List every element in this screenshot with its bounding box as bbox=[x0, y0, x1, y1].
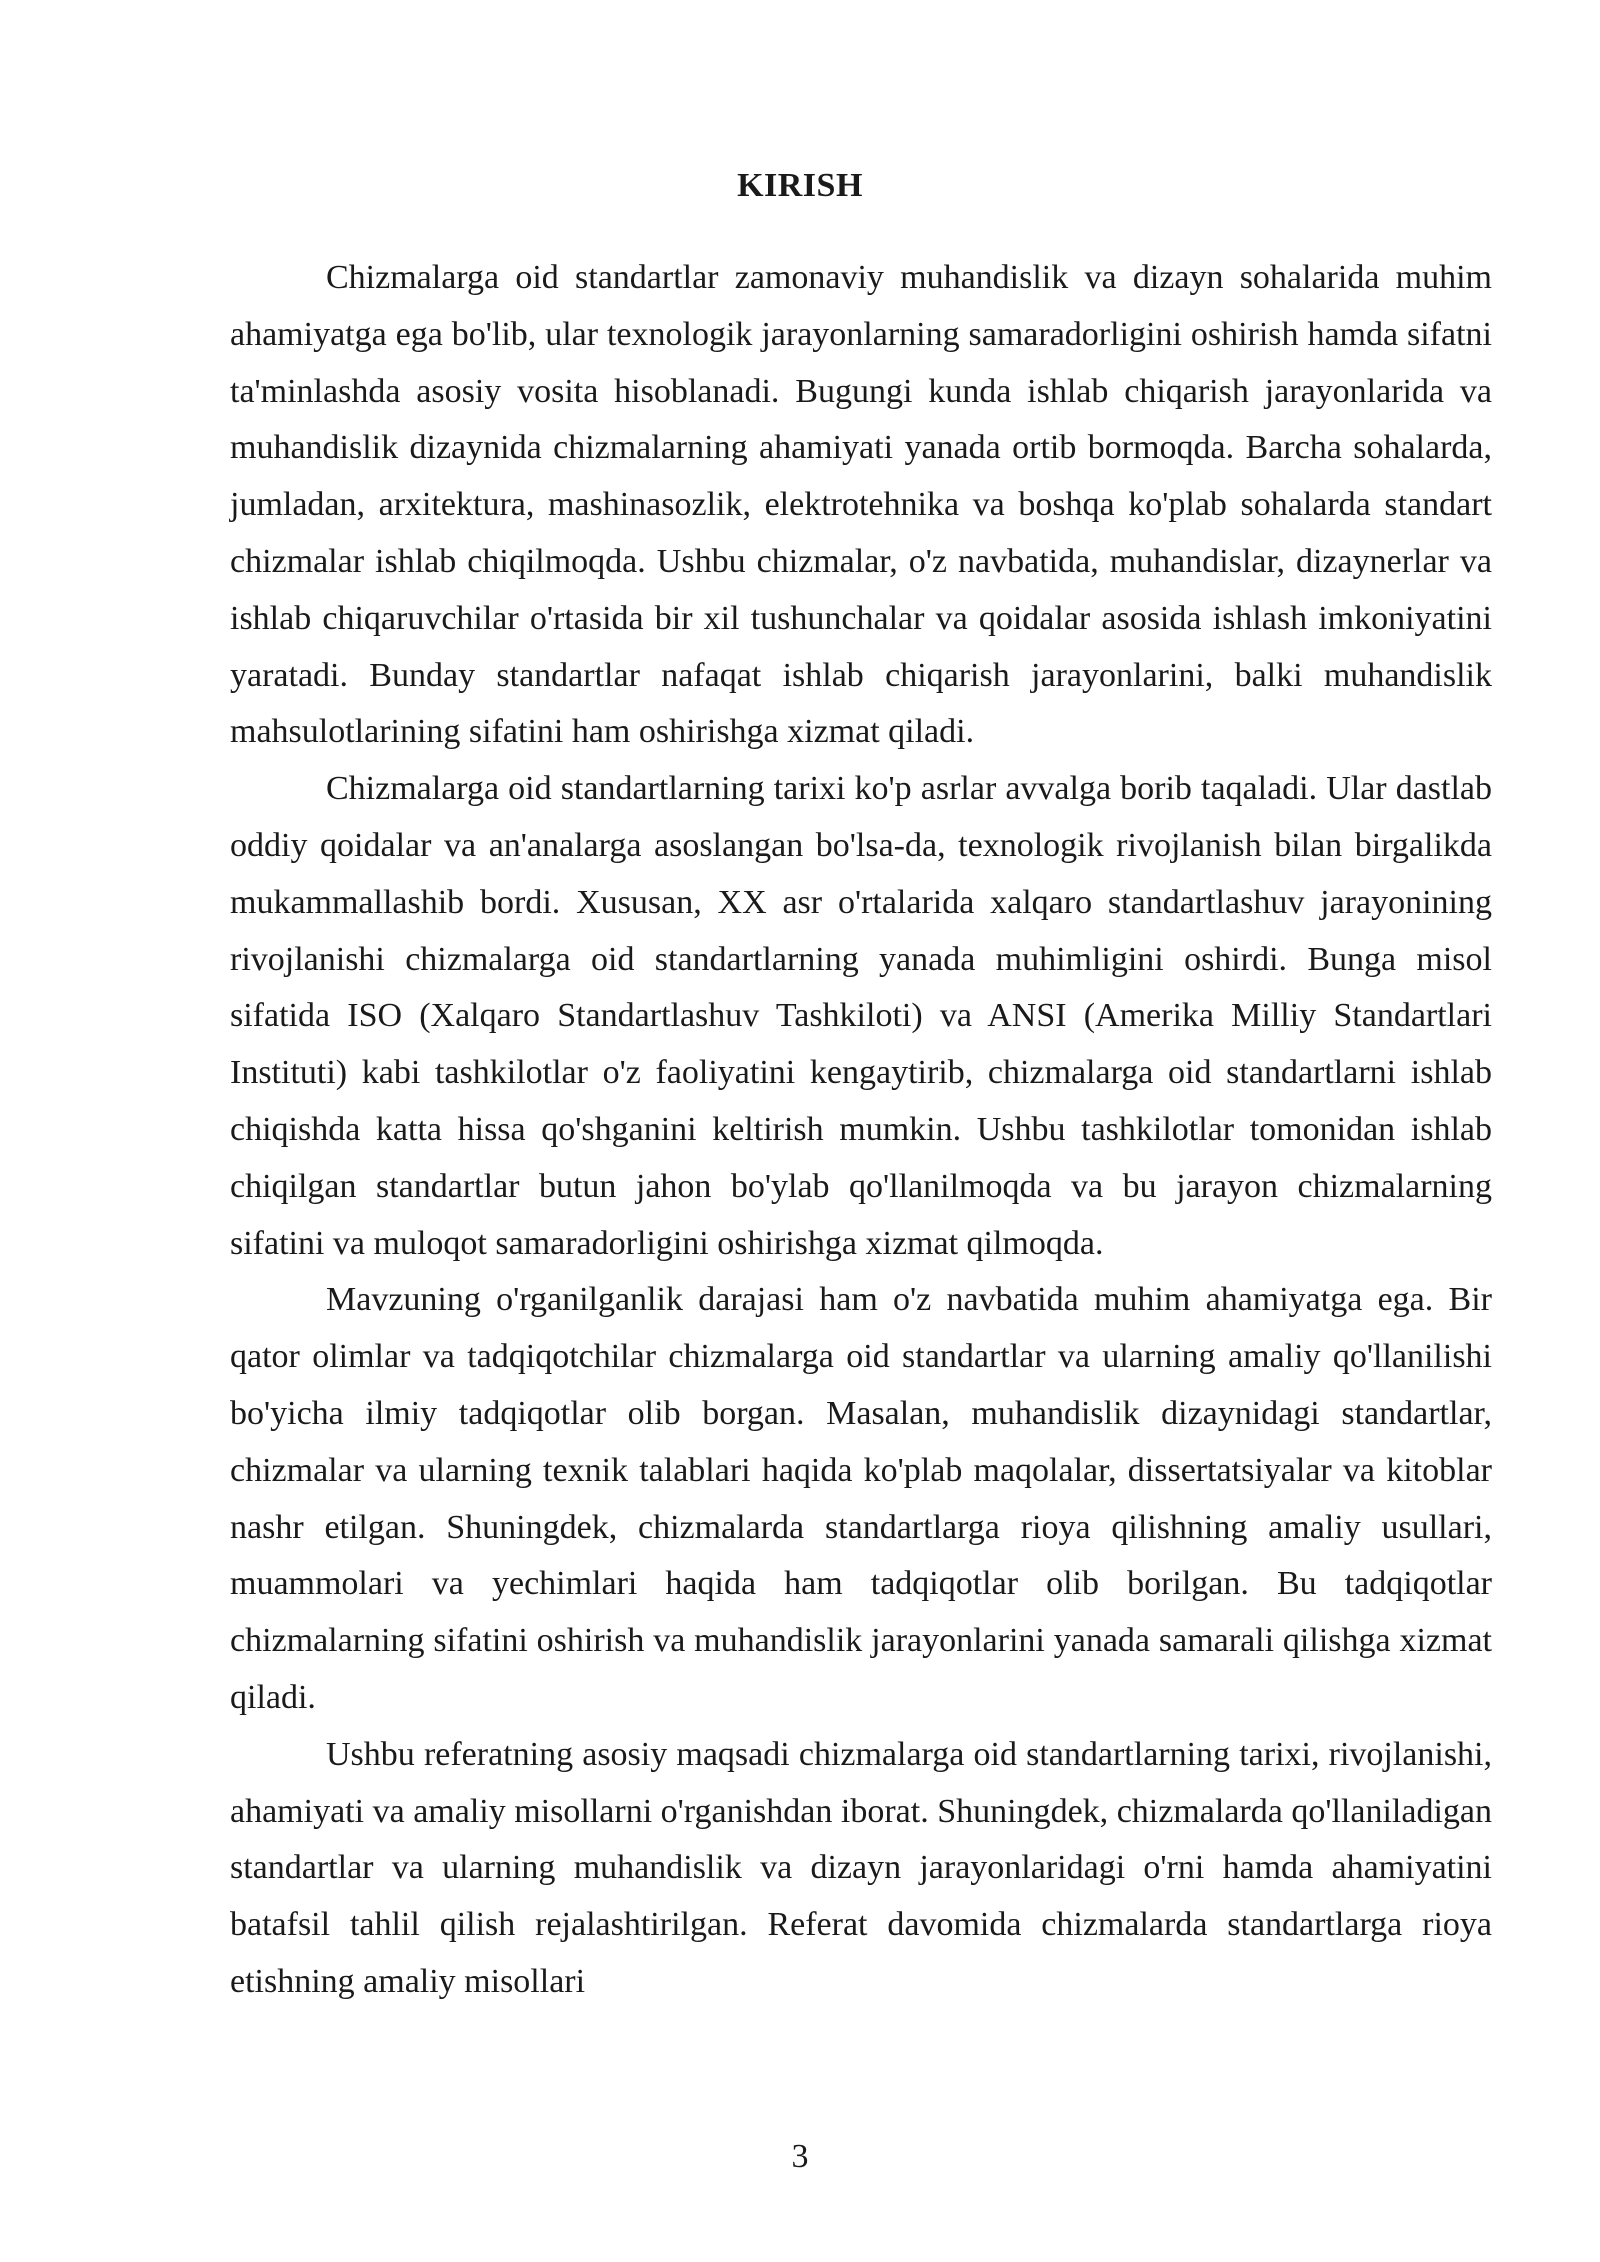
paragraph-2: Chizmalarga oid standartlarning tarixi ko'p asrlar avvalga borib taqaladi. Ular dastlab oddiy qoidalar va an'analarga asoslangan bo'lsa-da, texnologik rivojlanish bilan birgalikda mukammallashib bordi. Xususan, XX asr o'rtalarida xalqaro standartlashuv jarayonining rivojlanishi chizmalarga oid standartlarning yanada muhimligini oshirdi. Bunga misol sifatida ISO (Xalqaro Standartlashuv Tashkiloti) va ANSI (Amerika Milliy Standartlari Instituti) kabi tashkilotlar o'z faoliyatini kengaytirib, chizmalarga oid standartlarni ishlab chiqishda katta hissa qo'shganini keltirish mumkin. Ushbu tashkilotlar tomonidan ishlab chiqilgan standartlar butun jahon bo'ylab qo'llanilmoqda va bu jarayon chizmalarning sifatini va muloqot samaradorligini oshirishga xizmat qilmoqda. bbox=[230, 770, 1492, 1262]
page-number: 3 bbox=[791, 2138, 809, 2175]
paragraph-4: Ushbu referatning asosiy maqsadi chizmalarga oid standartlarning tarixi, rivojlanishi, ahamiyati va amaliy misollarni o'rganishdan iborat. Shuningdek, chizmalarda qo'llaniladigan standartlar va ularning muhandislik va dizayn jarayonlaridagi o'rni hamda ahamiyatini batafsil tahlil qilish rejalashtirilgan. Referat davomida chizmalarda standartlarga rioya etishning amaliy misollari bbox=[230, 1735, 1492, 2000]
paragraph-3: Mavzuning o'rganilganlik darajasi ham o'z navbatida muhim ahamiyatga ega. Bir qator olimlar va tadqiqotchilar chizmalarga oid standartlar va ularning amaliy qo'llanilishi bo'yicha ilmiy tadqiqotlar olib borgan. Masalan, muhandislik dizaynidagi standartlar, chizmalar va ularning texnik talablari haqida ko'plab maqolalar, dissertatsiyalar va kitoblar nashr etilgan. Shuningdek, chizmalarda standartlarga rioya qilishning amaliy usullari, muammolari va yechimlari haqida ham tadqiqotlar olib borilgan. Bu tadqiqotlar chizmalarning sifatini oshirish va muhandislik jarayonlarini yanada samarali qilishga xizmat qiladi. bbox=[230, 1281, 1492, 1716]
paragraph-1: Chizmalarga oid standartlar zamonaviy muhandislik va dizayn sohalarida muhim ahamiyatga ega bo'lib, ular texnologik jarayonlarning samaradorligini oshirish hamda sifatni ta'minlashda asosiy vosita hisoblanadi. Bugungi kunda ishlab chiqarish jarayonlarida va muhandislik dizaynida chizmalarning ahamiyati yanada ortib bormoqda. Barcha sohalarda, jumladan, arxitektura, mashinasozlik, elektrotehnika va boshqa ko'plab sohalarda standart chizmalar ishlab chiqilmoqda. Ushbu chizmalar, o'z navbatida, muhandislar, dizaynerlar va ishlab chiqaruvchilar o'rtasida bir xil tushunchalar va qoidalar asosida ishlash imkoniyatini yaratadi. Bunday standartlar nafaqat ishlab chiqarish jarayonlarini, balki muhandislik mahsulotlarining sifatini ham oshirishga xizmat qiladi. bbox=[230, 259, 1492, 751]
body-text bbox=[230, 250, 1492, 2011]
page-title: KIRISH bbox=[737, 167, 863, 204]
